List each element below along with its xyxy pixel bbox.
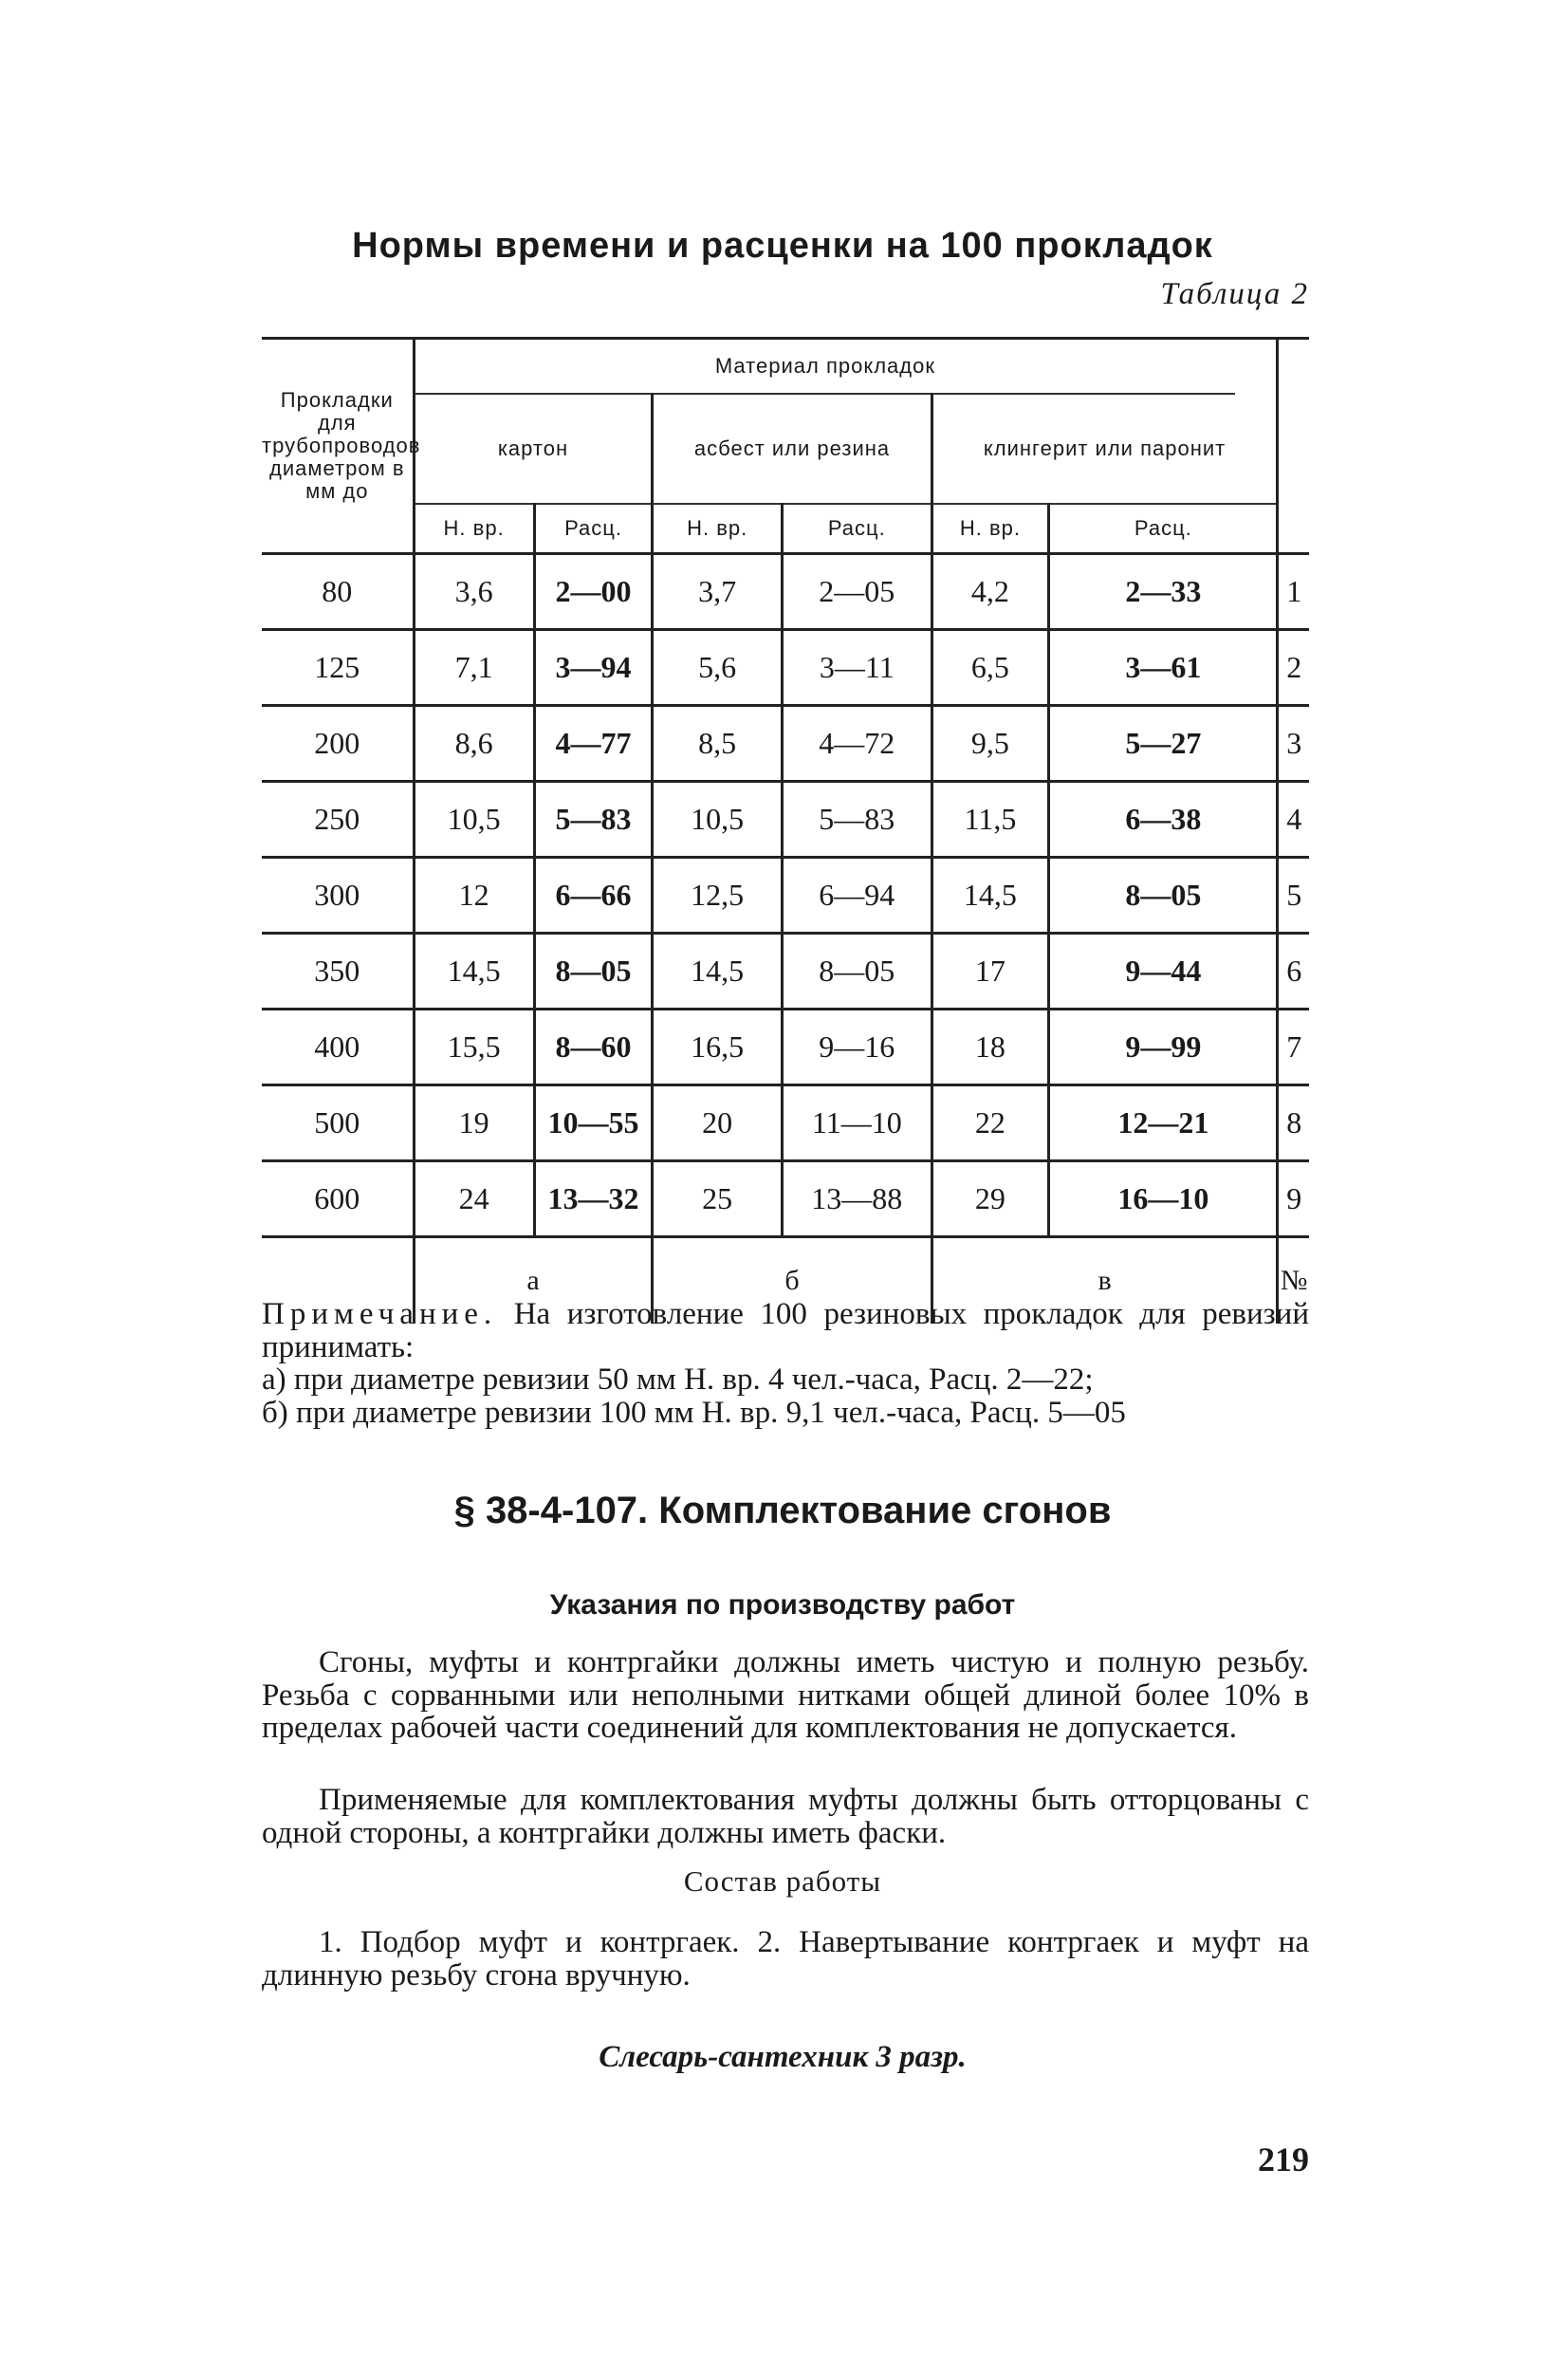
value-cell: 2—33 <box>1049 554 1278 630</box>
value-cell: 10,5 <box>653 782 783 858</box>
diameter-cell: 300 <box>262 858 414 934</box>
table-row <box>262 554 1309 630</box>
value-cell: 22 <box>932 1085 1049 1161</box>
value-cell: 8,5 <box>653 706 783 782</box>
worker-category: Слесарь-сантехник 3 разр. <box>599 2040 967 2074</box>
value-cell: 3—94 <box>534 630 653 706</box>
value-cell: 14,5 <box>932 858 1049 934</box>
value-cell: 4—72 <box>782 706 932 782</box>
row-number-cell: 3 <box>1278 706 1309 782</box>
note-line-a: а) при диаметре ревизии 50 мм Н. вр. 4 чел.-часа, Расц. 2—22; <box>262 1362 1094 1398</box>
value-cell: 13—32 <box>534 1161 653 1237</box>
value-cell: 5—83 <box>534 782 653 858</box>
row-number-cell: 5 <box>1278 858 1309 934</box>
row-number-cell: 1 <box>1278 554 1309 630</box>
table-row <box>262 934 1309 1010</box>
value-cell: 8—05 <box>534 934 653 1010</box>
value-cell: 3,7 <box>653 554 783 630</box>
value-cell: 20 <box>653 1085 783 1161</box>
value-cell: 25 <box>653 1161 783 1237</box>
diameter-cell: 200 <box>262 706 414 782</box>
group-header: Материал прокладок <box>414 339 1235 395</box>
value-cell: 9—44 <box>1049 934 1278 1010</box>
row-number-cell: 2 <box>1278 630 1309 706</box>
table-row <box>262 1010 1309 1085</box>
value-cell: 13—88 <box>782 1161 932 1237</box>
diameter-cell: 80 <box>262 554 414 630</box>
diameter-cell: 125 <box>262 630 414 706</box>
footer-col-a: а <box>414 1237 653 1325</box>
table-row <box>262 858 1309 934</box>
value-cell: 9—99 <box>1049 1010 1278 1085</box>
row-header <box>262 339 421 554</box>
table-label: Таблица 2 <box>1160 277 1309 311</box>
value-cell: 14,5 <box>653 934 783 1010</box>
subheader-rate-2: Расц. <box>782 504 932 554</box>
subheader-norm-2: Н. вр. <box>653 504 783 554</box>
value-cell: 3,6 <box>414 554 534 630</box>
value-cell: 8,6 <box>414 706 534 782</box>
value-cell: 9—16 <box>782 1010 932 1085</box>
diameter-cell: 600 <box>262 1161 414 1237</box>
row-header-text: Прокладки для трубопроводов диаметром в мм до <box>262 387 421 504</box>
value-cell: 24 <box>414 1161 534 1237</box>
value-cell: 3—11 <box>782 630 932 706</box>
table-row <box>262 782 1309 858</box>
value-cell: 6—94 <box>782 858 932 934</box>
value-cell: 17 <box>932 934 1049 1010</box>
row-number-cell: 7 <box>1278 1010 1309 1085</box>
value-cell: 7,1 <box>414 630 534 706</box>
subheader-rate-3: Расц. <box>1049 504 1278 554</box>
table-note <box>262 1298 1309 1430</box>
header-filler <box>1235 339 1278 395</box>
value-cell: 19 <box>414 1085 534 1161</box>
diameter-cell: 500 <box>262 1085 414 1161</box>
value-cell: 5—83 <box>782 782 932 858</box>
material-header-klingerit-text: клингерит или паронит <box>983 436 1227 460</box>
value-cell: 2—00 <box>534 554 653 630</box>
footer-col-b: б <box>653 1237 932 1325</box>
value-cell: 10,5 <box>414 782 534 858</box>
value-cell: 4,2 <box>932 554 1049 630</box>
section-title: § 38-4-107. Комплектование сгонов <box>453 1490 1112 1531</box>
row-number-cell: 8 <box>1278 1085 1309 1161</box>
value-cell: 5,6 <box>653 630 783 706</box>
value-cell: 8—05 <box>782 934 932 1010</box>
note-paragraph <box>262 1298 1309 1363</box>
value-cell: 18 <box>932 1010 1049 1085</box>
diameter-cell: 250 <box>262 782 414 858</box>
footer-number-sign: № <box>1278 1237 1309 1325</box>
value-cell: 3—61 <box>1049 630 1278 706</box>
subheader-norm-1: Н. вр. <box>414 504 534 554</box>
note-text: На изготовление 100 резиновых прокладок для ревизий принимать: <box>262 1297 1310 1364</box>
diameter-cell: 400 <box>262 1010 414 1085</box>
value-cell: 5—27 <box>1049 706 1278 782</box>
subheader-rate-1: Расц. <box>534 504 653 554</box>
value-cell: 4—77 <box>534 706 653 782</box>
value-cell: 12 <box>414 858 534 934</box>
material-header-asbest: асбест или резина <box>653 394 932 504</box>
value-cell: 6—66 <box>534 858 653 934</box>
composition-heading: Состав работы <box>683 1864 882 1898</box>
diameter-cell: 350 <box>262 934 414 1010</box>
value-cell: 6,5 <box>932 630 1049 706</box>
value-cell: 8—05 <box>1049 858 1278 934</box>
value-cell: 6—38 <box>1049 782 1278 858</box>
value-cell: 12—21 <box>1049 1085 1278 1161</box>
instructions-paragraph-1: Сгоны, муфты и контргайки должны иметь чистую и полную резьбу. Резьба с сорванными или неполными нитками общей длиной более 10% в пределах рабочей части соединений для комплектования не допускается. <box>262 1645 1309 1746</box>
table-row <box>262 630 1309 706</box>
page-number: 219 <box>1258 2141 1309 2178</box>
table-row <box>262 706 1309 782</box>
row-number-cell: 4 <box>1278 782 1309 858</box>
composition-text: 1. Подбор муфт и контргаек. 2. Навертывание контргаек и муфт на длинную резьбу сгона вручную. <box>262 1925 1309 1993</box>
value-cell: 16—10 <box>1049 1161 1278 1237</box>
value-cell: 12,5 <box>653 858 783 934</box>
row-number-cell: 9 <box>1278 1161 1309 1237</box>
value-cell: 29 <box>932 1161 1049 1237</box>
note-label: Примечание. <box>262 1297 498 1331</box>
material-header-klingerit <box>932 394 1278 504</box>
row-number-cell: 6 <box>1278 934 1309 1010</box>
value-cell: 14,5 <box>414 934 534 1010</box>
subheader-norm-3: Н. вр. <box>932 504 1049 554</box>
instructions-heading: Указания по производству работ <box>549 1589 1016 1621</box>
material-header-karton: картон <box>414 394 653 504</box>
note-line-b: б) при диаметре ревизии 100 мм Н. вр. 9,1 чел.-часа, Расц. 5—05 <box>262 1395 1126 1430</box>
page-title: Нормы времени и расценки на 100 прокладок <box>352 226 1213 266</box>
value-cell: 9,5 <box>932 706 1049 782</box>
value-cell: 2—05 <box>782 554 932 630</box>
instructions-paragraph-2: Применяемые для комплектования муфты должны быть отторцованы с одной стороны, а контргайки должны иметь фаски. <box>262 1783 1309 1850</box>
value-cell: 11—10 <box>782 1085 932 1161</box>
table-row <box>262 1085 1309 1161</box>
value-cell: 11,5 <box>932 782 1049 858</box>
value-cell: 16,5 <box>653 1010 783 1085</box>
norms-table <box>262 337 1309 1324</box>
value-cell: 15,5 <box>414 1010 534 1085</box>
footer-col-v: в <box>932 1237 1278 1325</box>
value-cell: 10—55 <box>534 1085 653 1161</box>
table-row <box>262 1161 1309 1237</box>
header-number-col <box>1278 339 1309 554</box>
value-cell: 8—60 <box>534 1010 653 1085</box>
